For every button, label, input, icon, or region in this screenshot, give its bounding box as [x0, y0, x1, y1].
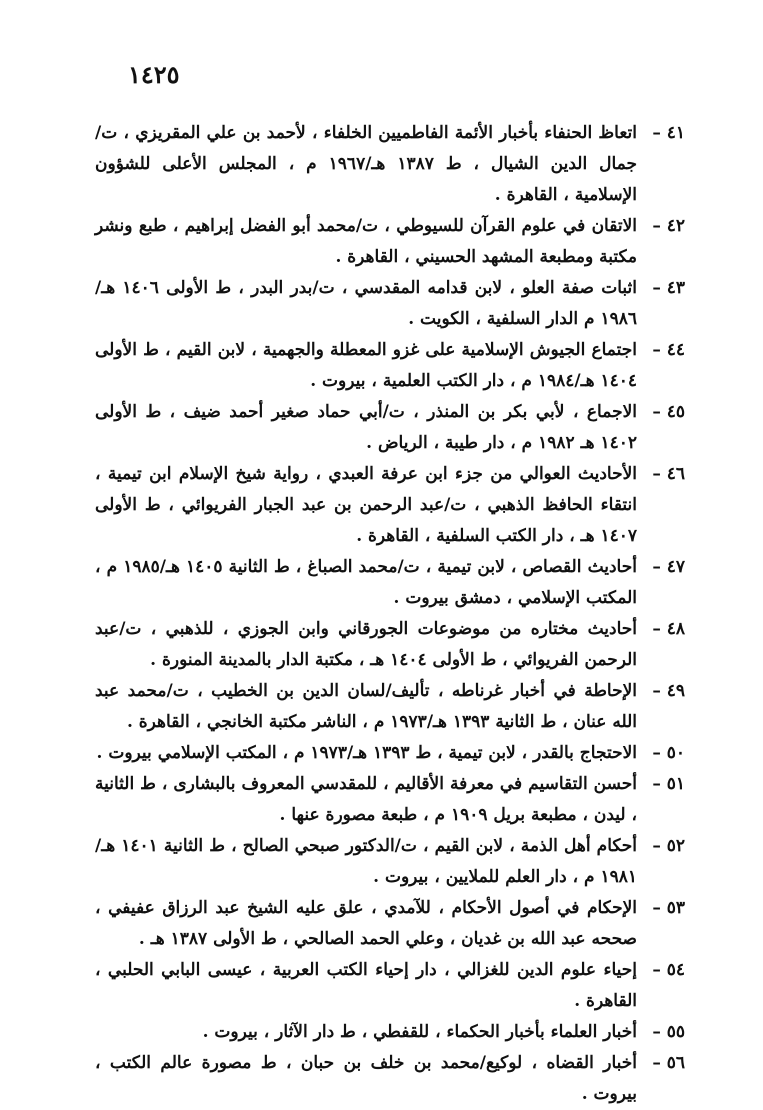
bibliography-entry [95, 273, 685, 335]
bibliography-entry [95, 676, 685, 738]
entry-number: ٥٠ – [652, 743, 685, 763]
entry-number: ٤٢ – [652, 216, 685, 236]
entry-text: أخبار العلماء بأخبار الحكماء ، للقفطي ، ط دار الآثار ، بيروت . [202, 1022, 637, 1042]
bibliography-entry [95, 459, 685, 552]
entry-text: الأحاديث العوالي من جزء ابن عرفة العبدي ، رواية شيخ الإسلام ابن تيمية ، انتقاء الحافظ الذهبي ، ت/عبد الرحمن بن عبد الجبار الفريوائي ، ط الأولى ١٤٠٧ هـ ، دار الكتب السلفية ، القاهرة . [95, 464, 637, 546]
bibliography-entry [95, 738, 685, 769]
bibliography-entry [95, 769, 685, 831]
bibliography-entry [95, 831, 685, 893]
entry-text: الاجماع ، لأبي بكر بن المنذر ، ت/أبي حماد صغير أحمد ضيف ، ط الأولى ١٤٠٢ هـ ١٩٨٢ م ، دار طيبة ، الرياض . [95, 402, 637, 453]
entry-text: أحكام أهل الذمة ، لابن القيم ، ت/الدكتور صبحي الصالح ، ط الثانية ١٤٠١ هـ/ ١٩٨١ م ، دار العلم للملايين ، بيروت . [95, 836, 637, 887]
entry-number: ٥١ – [652, 774, 685, 794]
entry-text: اتعاظ الحنفاء بأخبار الأئمة الفاطميين الخلفاء ، لأحمد بن علي المقريزي ، ت/جمال الدين الشيال ، ط ١٣٨٧ هـ/١٩٦٧ م ، المجلس الأعلى للشؤون الإسلامية ، القاهرة . [95, 123, 637, 205]
entry-number: ٥٢ – [652, 836, 685, 856]
entry-text: أخبار القضاه ، لوكيع/محمد بن خلف بن حبان ، ط مصورة عالم الكتب ، بيروت . [95, 1053, 637, 1104]
entry-number: ٥٦ – [652, 1053, 685, 1073]
bibliography-entry [95, 1017, 685, 1048]
entry-number: ٤٦ – [652, 464, 685, 484]
entry-text: الاتقان في علوم القرآن للسيوطي ، ت/محمد أبو الفضل إبراهيم ، طبع ونشر مكتبة ومطبعة المشهد الحسيني ، القاهرة . [95, 216, 637, 267]
entry-number: ٤٥ – [652, 402, 685, 422]
entry-text: الإحاطة في أخبار غرناطه ، تأليف/لسان الدين بن الخطيب ، ت/محمد عبد الله عنان ، ط الثانية ١٣٩٣ هـ/١٩٧٣ م ، الناشر مكتبة الخانجي ، القاهرة . [95, 681, 637, 732]
entry-text: إحياء علوم الدين للغزالي ، دار إحياء الكتب العربية ، عيسى البابي الحلبي ، القاهرة . [95, 960, 637, 1011]
entry-number: ٥٤ – [652, 960, 685, 980]
bibliography-entry [95, 335, 685, 397]
bibliography-entry [95, 1048, 685, 1110]
bibliography-entry [95, 552, 685, 614]
bibliography-entry [95, 893, 685, 955]
bibliography-entry [95, 955, 685, 1017]
bibliography-entry [95, 118, 685, 211]
entry-number: ٤٤ – [652, 340, 685, 360]
entry-text: اجتماع الجيوش الإسلامية على غزو المعطلة والجهمية ، لابن القيم ، ط الأولى ١٤٠٤ هـ/١٩٨٤ م ، دار الكتب العلمية ، بيروت . [95, 340, 637, 391]
entry-text: أحسن التقاسيم في معرفة الأقاليم ، للمقدسي المعروف بالبشارى ، ط الثانية ، ليدن ، مطبعة بريل ١٩٠٩ م ، طبعة مصورة عنها . [95, 774, 637, 825]
entry-number: ٤٣ – [652, 278, 685, 298]
bibliography-list [95, 118, 685, 1110]
entry-number: ٥٥ – [652, 1022, 685, 1042]
entry-text: الاحتجاج بالقدر ، لابن تيمية ، ط ١٣٩٣ هـ/١٩٧٣ م ، المكتب الإسلامي بيروت . [96, 743, 637, 763]
bibliography-entry [95, 397, 685, 459]
entry-number: ٤١ – [652, 123, 685, 143]
entry-text: الإحكام في أصول الأحكام ، للآمدي ، علق عليه الشيخ عبد الرزاق عفيفي ، صححه عبد الله بن غديان ، وعلي الحمد الصالحي ، ط الأولى ١٣٨٧ هـ . [95, 898, 637, 949]
bibliography-entry [95, 211, 685, 273]
entry-text: اثبات صفة العلو ، لابن قدامه المقدسي ، ت/بدر البدر ، ط الأولى ١٤٠٦ هـ/ ١٩٨٦ م الدار السلفية ، الكويت . [95, 278, 637, 329]
entry-number: ٤٨ – [652, 619, 685, 639]
entry-number: ٤٩ – [652, 681, 685, 701]
entry-text: أحاديث مختاره من موضوعات الجورقاني وابن الجوزي ، للذهبي ، ت/عبد الرحمن الفريوائي ، ط الأولى ١٤٠٤ هـ ، مكتبة الدار بالمدينة المنورة . [95, 619, 637, 670]
entry-number: ٥٣ – [652, 898, 685, 918]
entry-number: ٤٧ – [652, 557, 685, 577]
page-number: ١٤٢٥ [128, 60, 180, 89]
entry-text: أحاديث القصاص ، لابن تيمية ، ت/محمد الصباغ ، ط الثانية ١٤٠٥ هـ/١٩٨٥ م ، المكتب الإسلامي ، دمشق بيروت . [95, 557, 637, 608]
bibliography-entry [95, 614, 685, 676]
